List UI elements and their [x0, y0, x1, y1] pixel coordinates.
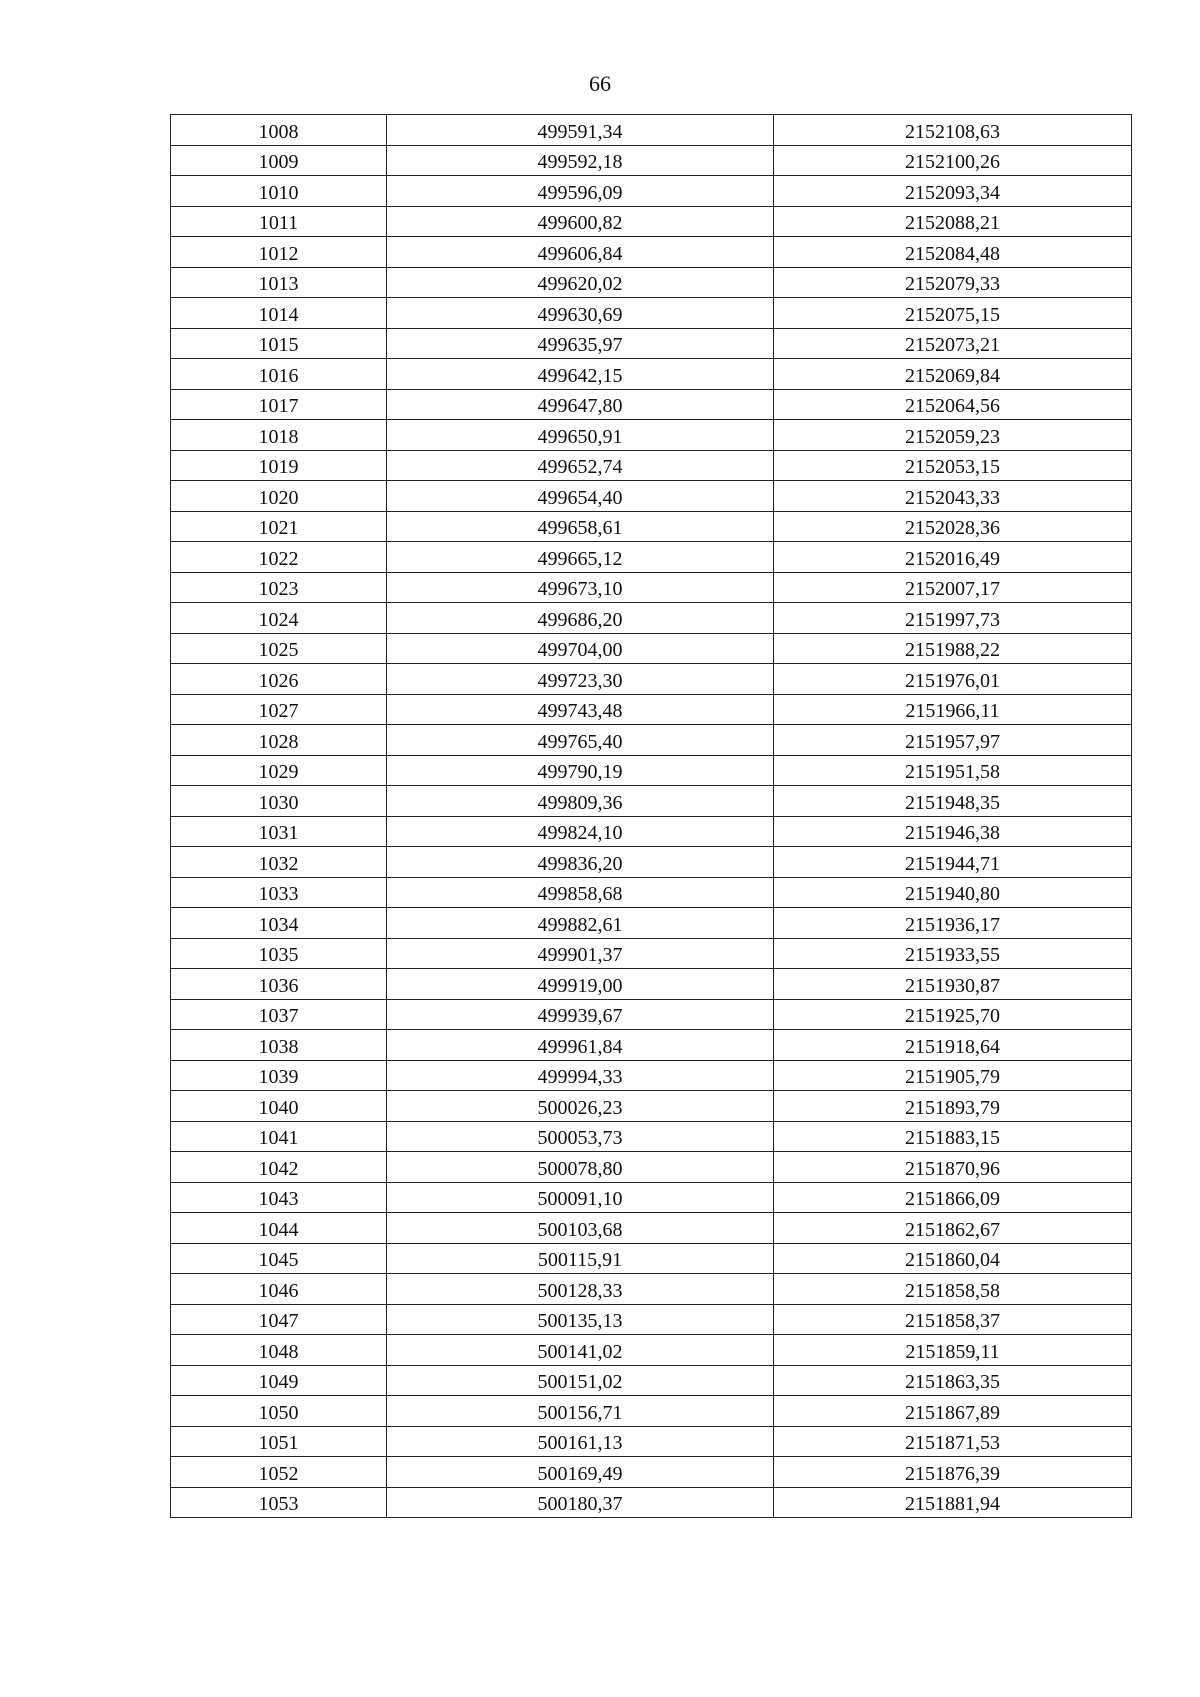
table-row	[171, 1274, 1132, 1305]
y-coordinate-cell: 2151936,17	[774, 908, 1132, 939]
point-number-cell: 1012	[171, 237, 387, 268]
table-row	[171, 237, 1132, 268]
point-number-cell: 1027	[171, 694, 387, 725]
x-coordinate-cell: 499642,15	[387, 359, 774, 390]
point-number-cell: 1009	[171, 145, 387, 176]
table-row	[171, 1457, 1132, 1488]
x-coordinate-cell: 499673,10	[387, 572, 774, 603]
point-number-cell: 1036	[171, 969, 387, 1000]
y-coordinate-cell: 2151957,97	[774, 725, 1132, 756]
x-coordinate-cell: 499765,40	[387, 725, 774, 756]
x-coordinate-cell: 500161,13	[387, 1426, 774, 1457]
point-number-cell: 1019	[171, 450, 387, 481]
point-number-cell: 1022	[171, 542, 387, 573]
x-coordinate-cell: 500156,71	[387, 1396, 774, 1427]
point-number-cell: 1048	[171, 1335, 387, 1366]
table-row	[171, 603, 1132, 634]
table-row	[171, 572, 1132, 603]
x-coordinate-cell: 499658,61	[387, 511, 774, 542]
table-row	[171, 1304, 1132, 1335]
x-coordinate-cell: 499939,67	[387, 999, 774, 1030]
table-row	[171, 328, 1132, 359]
point-number-cell: 1030	[171, 786, 387, 817]
x-coordinate-cell: 500026,23	[387, 1091, 774, 1122]
x-coordinate-cell: 500180,37	[387, 1487, 774, 1518]
x-coordinate-cell: 499596,09	[387, 176, 774, 207]
y-coordinate-cell: 2152059,23	[774, 420, 1132, 451]
y-coordinate-cell: 2152016,49	[774, 542, 1132, 573]
point-number-cell: 1013	[171, 267, 387, 298]
y-coordinate-cell: 2151988,22	[774, 633, 1132, 664]
point-number-cell: 1011	[171, 206, 387, 237]
point-number-cell: 1047	[171, 1304, 387, 1335]
point-number-cell: 1038	[171, 1030, 387, 1061]
x-coordinate-cell: 499723,30	[387, 664, 774, 695]
x-coordinate-cell: 499650,91	[387, 420, 774, 451]
x-coordinate-cell: 499809,36	[387, 786, 774, 817]
table-row	[171, 755, 1132, 786]
x-coordinate-cell: 499743,48	[387, 694, 774, 725]
point-number-cell: 1043	[171, 1182, 387, 1213]
y-coordinate-cell: 2151859,11	[774, 1335, 1132, 1366]
table-row	[171, 999, 1132, 1030]
x-coordinate-cell: 499858,68	[387, 877, 774, 908]
y-coordinate-cell: 2151883,15	[774, 1121, 1132, 1152]
x-coordinate-cell: 499647,80	[387, 389, 774, 420]
point-number-cell: 1035	[171, 938, 387, 969]
y-coordinate-cell: 2151866,09	[774, 1182, 1132, 1213]
point-number-cell: 1010	[171, 176, 387, 207]
table-row	[171, 694, 1132, 725]
point-number-cell: 1026	[171, 664, 387, 695]
table-row	[171, 542, 1132, 573]
x-coordinate-cell: 499620,02	[387, 267, 774, 298]
point-number-cell: 1033	[171, 877, 387, 908]
x-coordinate-cell: 499665,12	[387, 542, 774, 573]
point-number-cell: 1017	[171, 389, 387, 420]
table-row	[171, 450, 1132, 481]
point-number-cell: 1032	[171, 847, 387, 878]
table-row	[171, 908, 1132, 939]
table-row	[171, 816, 1132, 847]
table-row	[171, 115, 1132, 146]
point-number-cell: 1021	[171, 511, 387, 542]
table-row	[171, 359, 1132, 390]
y-coordinate-cell: 2151966,11	[774, 694, 1132, 725]
point-number-cell: 1040	[171, 1091, 387, 1122]
y-coordinate-cell: 2151860,04	[774, 1243, 1132, 1274]
point-number-cell: 1044	[171, 1213, 387, 1244]
table-row	[171, 1213, 1132, 1244]
y-coordinate-cell: 2151997,73	[774, 603, 1132, 634]
table-row	[171, 1426, 1132, 1457]
y-coordinate-cell: 2151858,58	[774, 1274, 1132, 1305]
y-coordinate-cell: 2152043,33	[774, 481, 1132, 512]
table-row	[171, 786, 1132, 817]
table-row	[171, 206, 1132, 237]
table-row	[171, 267, 1132, 298]
x-coordinate-cell: 500053,73	[387, 1121, 774, 1152]
x-coordinate-cell: 500169,49	[387, 1457, 774, 1488]
x-coordinate-cell: 499606,84	[387, 237, 774, 268]
x-coordinate-cell: 499591,34	[387, 115, 774, 146]
point-number-cell: 1041	[171, 1121, 387, 1152]
x-coordinate-cell: 499630,69	[387, 298, 774, 329]
point-number-cell: 1029	[171, 755, 387, 786]
table-row	[171, 938, 1132, 969]
table-row	[171, 176, 1132, 207]
y-coordinate-cell: 2152084,48	[774, 237, 1132, 268]
x-coordinate-cell: 499686,20	[387, 603, 774, 634]
y-coordinate-cell: 2151881,94	[774, 1487, 1132, 1518]
table-row	[171, 420, 1132, 451]
point-number-cell: 1039	[171, 1060, 387, 1091]
table-row	[171, 1243, 1132, 1274]
coordinates-table	[170, 114, 1132, 1518]
point-number-cell: 1008	[171, 115, 387, 146]
table-row	[171, 1030, 1132, 1061]
point-number-cell: 1050	[171, 1396, 387, 1427]
table-row	[171, 725, 1132, 756]
table-row	[171, 389, 1132, 420]
x-coordinate-cell: 499600,82	[387, 206, 774, 237]
y-coordinate-cell: 2152053,15	[774, 450, 1132, 481]
x-coordinate-cell: 499882,61	[387, 908, 774, 939]
table-row	[171, 877, 1132, 908]
x-coordinate-cell: 500128,33	[387, 1274, 774, 1305]
y-coordinate-cell: 2151893,79	[774, 1091, 1132, 1122]
y-coordinate-cell: 2152075,15	[774, 298, 1132, 329]
table-row	[171, 1335, 1132, 1366]
x-coordinate-cell: 499654,40	[387, 481, 774, 512]
point-number-cell: 1020	[171, 481, 387, 512]
page-number: 66	[589, 71, 611, 96]
table-row	[171, 145, 1132, 176]
y-coordinate-cell: 2152100,26	[774, 145, 1132, 176]
y-coordinate-cell: 2151905,79	[774, 1060, 1132, 1091]
y-coordinate-cell: 2152069,84	[774, 359, 1132, 390]
x-coordinate-cell: 500078,80	[387, 1152, 774, 1183]
y-coordinate-cell: 2152064,56	[774, 389, 1132, 420]
point-number-cell: 1052	[171, 1457, 387, 1488]
y-coordinate-cell: 2152093,34	[774, 176, 1132, 207]
point-number-cell: 1045	[171, 1243, 387, 1274]
table-row	[171, 1152, 1132, 1183]
y-coordinate-cell: 2151918,64	[774, 1030, 1132, 1061]
y-coordinate-cell: 2151858,37	[774, 1304, 1132, 1335]
coordinates-table-body	[171, 115, 1132, 1518]
y-coordinate-cell: 2152028,36	[774, 511, 1132, 542]
y-coordinate-cell: 2151951,58	[774, 755, 1132, 786]
y-coordinate-cell: 2152079,33	[774, 267, 1132, 298]
point-number-cell: 1034	[171, 908, 387, 939]
x-coordinate-cell: 499901,37	[387, 938, 774, 969]
table-row	[171, 664, 1132, 695]
y-coordinate-cell: 2151862,67	[774, 1213, 1132, 1244]
x-coordinate-cell: 499994,33	[387, 1060, 774, 1091]
point-number-cell: 1028	[171, 725, 387, 756]
table-row	[171, 1091, 1132, 1122]
x-coordinate-cell: 499592,18	[387, 145, 774, 176]
x-coordinate-cell: 500151,02	[387, 1365, 774, 1396]
y-coordinate-cell: 2152073,21	[774, 328, 1132, 359]
x-coordinate-cell: 499704,00	[387, 633, 774, 664]
x-coordinate-cell: 500135,13	[387, 1304, 774, 1335]
y-coordinate-cell: 2151948,35	[774, 786, 1132, 817]
x-coordinate-cell: 499961,84	[387, 1030, 774, 1061]
y-coordinate-cell: 2151946,38	[774, 816, 1132, 847]
x-coordinate-cell: 500115,91	[387, 1243, 774, 1274]
y-coordinate-cell: 2151930,87	[774, 969, 1132, 1000]
table-row	[171, 1487, 1132, 1518]
x-coordinate-cell: 499919,00	[387, 969, 774, 1000]
x-coordinate-cell: 499836,20	[387, 847, 774, 878]
table-row	[171, 511, 1132, 542]
point-number-cell: 1049	[171, 1365, 387, 1396]
table-row	[171, 1396, 1132, 1427]
x-coordinate-cell: 499635,97	[387, 328, 774, 359]
point-number-cell: 1046	[171, 1274, 387, 1305]
point-number-cell: 1018	[171, 420, 387, 451]
table-row	[171, 481, 1132, 512]
y-coordinate-cell: 2151933,55	[774, 938, 1132, 969]
y-coordinate-cell: 2151867,89	[774, 1396, 1132, 1427]
table-row	[171, 633, 1132, 664]
x-coordinate-cell: 500103,68	[387, 1213, 774, 1244]
x-coordinate-cell: 499652,74	[387, 450, 774, 481]
table-row	[171, 1182, 1132, 1213]
point-number-cell: 1037	[171, 999, 387, 1030]
point-number-cell: 1023	[171, 572, 387, 603]
table-row	[171, 298, 1132, 329]
table-row	[171, 1121, 1132, 1152]
point-number-cell: 1053	[171, 1487, 387, 1518]
y-coordinate-cell: 2152108,63	[774, 115, 1132, 146]
y-coordinate-cell: 2151870,96	[774, 1152, 1132, 1183]
y-coordinate-cell: 2151871,53	[774, 1426, 1132, 1457]
point-number-cell: 1025	[171, 633, 387, 664]
point-number-cell: 1016	[171, 359, 387, 390]
point-number-cell: 1024	[171, 603, 387, 634]
point-number-cell: 1042	[171, 1152, 387, 1183]
point-number-cell: 1014	[171, 298, 387, 329]
x-coordinate-cell: 500141,02	[387, 1335, 774, 1366]
table-row	[171, 1365, 1132, 1396]
point-number-cell: 1031	[171, 816, 387, 847]
y-coordinate-cell: 2152088,21	[774, 206, 1132, 237]
table-row	[171, 847, 1132, 878]
y-coordinate-cell: 2152007,17	[774, 572, 1132, 603]
y-coordinate-cell: 2151944,71	[774, 847, 1132, 878]
x-coordinate-cell: 499824,10	[387, 816, 774, 847]
x-coordinate-cell: 500091,10	[387, 1182, 774, 1213]
point-number-cell: 1051	[171, 1426, 387, 1457]
x-coordinate-cell: 499790,19	[387, 755, 774, 786]
table-row	[171, 1060, 1132, 1091]
y-coordinate-cell: 2151925,70	[774, 999, 1132, 1030]
table-row	[171, 969, 1132, 1000]
y-coordinate-cell: 2151976,01	[774, 664, 1132, 695]
y-coordinate-cell: 2151863,35	[774, 1365, 1132, 1396]
y-coordinate-cell: 2151876,39	[774, 1457, 1132, 1488]
y-coordinate-cell: 2151940,80	[774, 877, 1132, 908]
point-number-cell: 1015	[171, 328, 387, 359]
